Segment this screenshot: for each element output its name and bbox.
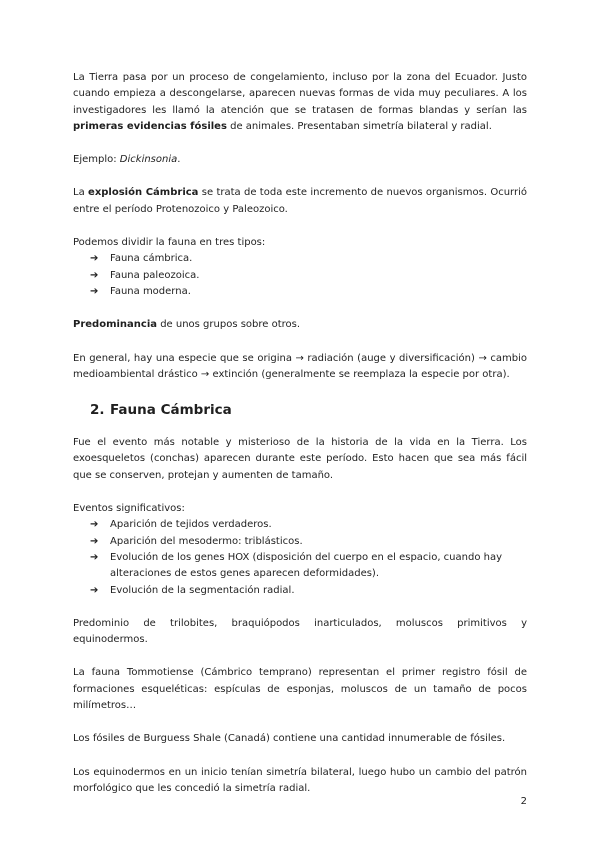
- bold-text: explosión Cámbrica: [88, 187, 199, 199]
- section-title: Fauna Cámbrica: [110, 402, 232, 419]
- list-item: [90, 583, 527, 599]
- arrow-icon: ➔: [90, 253, 99, 265]
- text: Ejemplo:: [73, 154, 120, 166]
- page-number: 2: [520, 796, 527, 807]
- fauna-types-list: [90, 251, 527, 300]
- events-list: [90, 517, 527, 598]
- paragraph-predominio: Predominio de trilobites, braquiópodos inarticulados, moluscos primitivos y equinodermos.: [73, 617, 527, 646]
- list-item: [90, 534, 527, 550]
- list-item: [90, 251, 527, 267]
- paragraph-species-cycle: En general, hay una especie que se origina → radiación (auge y diversificación) → cambio medioambiental drástico → extinción (generalmente se reemplaza la especie por otra).: [73, 352, 527, 380]
- text: .: [177, 154, 181, 166]
- paragraph-glaciation: [73, 70, 527, 135]
- text: La: [73, 187, 89, 199]
- list-item: [90, 284, 527, 300]
- paragraph-fauna-types: Podemos dividir la fauna en tres tipos:: [73, 237, 266, 249]
- list-item-text: Fauna moderna.: [110, 285, 191, 297]
- text: de unos grupos sobre otros.: [157, 319, 301, 331]
- paragraph-predominance: [73, 317, 527, 333]
- paragraph-cambrian-explosion: [73, 185, 527, 218]
- section-number: 2.: [90, 402, 105, 419]
- list-item: [90, 268, 527, 284]
- list-item-text: Evolución de la segmentación radial.: [110, 584, 295, 596]
- list-item-text: Aparición del mesodermo: triblásticos.: [110, 535, 303, 547]
- arrow-icon: ➔: [90, 519, 99, 531]
- list-item-text: Fauna cámbrica.: [110, 253, 193, 265]
- paragraph-equinodermos: Los equinodermos en un inicio tenían simetría bilateral, luego hubo un cambio del patrón morfológico que les concedió la simetría radial.: [73, 766, 527, 794]
- list-item-text: Fauna paleozoica.: [110, 269, 200, 281]
- bold-text: Predominancia: [73, 319, 158, 331]
- list-item: [90, 517, 527, 533]
- text: de animales. Presentaban simetría bilateral y radial.: [226, 120, 492, 132]
- text: se trata de toda este incremento de nuevos organismos. Ocurrió entre el período Protenozoico y Paleozoico.: [73, 187, 527, 215]
- text: La Tierra pasa por un proceso de congelamiento, incluso por la zona del Ecuador. Justo cuando empieza a descongelarse, aparecen nuevas formas de vida muy peculiares. A los investigadores les llamó la atención que se tratasen de formas blandas y serían las: [73, 72, 527, 116]
- arrow-icon: ➔: [90, 285, 99, 297]
- paragraph-cambrian-event: Fue el evento más notable y misterioso de la historia de la vida en la Tierra. Los exoesqueletos (conchas) aparecen durante este período. Esto hacen que sea más fácil que se conserven, protejan y aumenten de tamaño.: [73, 437, 527, 481]
- list-item: [90, 550, 527, 583]
- section-heading: [73, 401, 527, 419]
- arrow-icon: ➔: [90, 535, 99, 547]
- paragraph-tommotiense: La fauna Tommotiense (Cámbrico temprano) representan el primer registro fósil de formaciones esqueléticas: espículas de esponjas, moluscos de un tamaño de pocos milímetros…: [73, 667, 527, 712]
- list-item-text: Evolución de los genes HOX (disposición del cuerpo en el espacio, cuando hay alteraciones de estos genes aparecen deformidades).: [110, 551, 503, 580]
- bold-text: primeras evidencias fósiles: [73, 120, 227, 132]
- arrow-icon: ➔: [90, 551, 99, 563]
- arrow-icon: ➔: [90, 269, 99, 281]
- paragraph-example: [73, 152, 527, 168]
- list-item-text: Aparición de tejidos verdaderos.: [110, 519, 272, 531]
- paragraph-events-intro: Eventos significativos:: [73, 503, 185, 515]
- arrow-icon: ➔: [90, 584, 99, 596]
- italic-text: Dickinsonia: [119, 154, 178, 166]
- paragraph-burgess-shale: Los fósiles de Burguess Shale (Canadá) contiene una cantidad innumerable de fósiles.: [73, 733, 506, 745]
